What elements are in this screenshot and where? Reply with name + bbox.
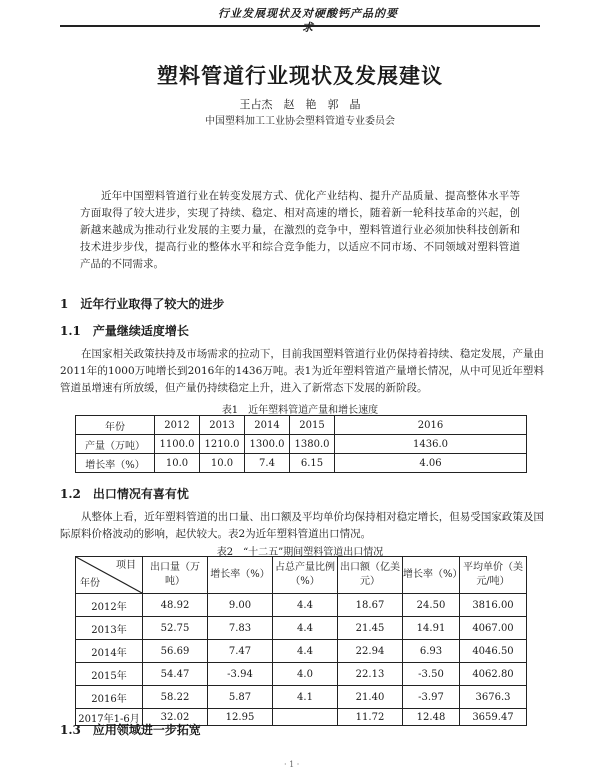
table2-cell: 21.40: [338, 686, 403, 709]
table2-cell: 11.72: [338, 709, 403, 726]
table2-caption: 表2 “十二五”期间塑料管道出口情况: [216, 547, 384, 558]
table2-cell: 4.4: [273, 617, 338, 640]
table2-cell: 4.0: [273, 663, 338, 686]
table2-cell: 3659.47: [460, 709, 527, 726]
table2-row: [76, 594, 527, 617]
table2-cell: 58.22: [143, 686, 208, 709]
table1-year-cell: 2015: [290, 416, 335, 435]
table2-header-cell: 占总产量比例（%）: [273, 557, 338, 594]
table2-cell: 21.45: [338, 617, 403, 640]
table2-cell: 14.91: [403, 617, 460, 640]
table2-row: [76, 640, 527, 663]
table2-corner-bottom: 年份: [80, 578, 100, 589]
table2-cell: 22.94: [338, 640, 403, 663]
table2-cell: 3676.3: [460, 686, 527, 709]
table2-cell: 4046.50: [460, 640, 527, 663]
table2-row: [76, 686, 527, 709]
table1-value-cell: 1436.0: [335, 435, 527, 454]
table2-cell: 4.4: [273, 640, 338, 663]
section-heading-1: 1 近年行业取得了较大的进步: [60, 297, 225, 311]
table2-year-cell: 2012年: [76, 594, 143, 617]
table2-cell: 56.69: [143, 640, 208, 663]
table2-cell: 48.92: [143, 594, 208, 617]
table2-cell: 6.93: [403, 640, 460, 663]
table2-row: [76, 617, 527, 640]
table2-cell: 24.50: [403, 594, 460, 617]
table1-row-label: 产量（万吨）: [76, 435, 155, 454]
table2-cell: 4.1: [273, 686, 338, 709]
table2-cell: 52.75: [143, 617, 208, 640]
table2-row: [76, 663, 527, 686]
table1-value-cell: 10.0: [155, 454, 200, 473]
table2-year-cell: 2016年: [76, 686, 143, 709]
table1-value-cell: 4.06: [335, 454, 527, 473]
table1-row-years: [76, 416, 527, 435]
table2-header-cell: 增长率（%）: [403, 557, 460, 594]
table2-cell: 7.83: [208, 617, 273, 640]
table1-value-cell: 1100.0: [155, 435, 200, 454]
table2-cell: 9.00: [208, 594, 273, 617]
running-header: 行业发展现状及对硬酸钙产品的要求: [218, 7, 398, 34]
table2-corner-cell: [76, 557, 143, 594]
table1-value-cell: 7.4: [245, 454, 290, 473]
body-paragraph-2: 从整体上看，近年塑料管道的出口量、出口额及平均单价均保持相对稳定增长，但易受国家政策及国际原料价格波动的影响，起伏较大。表2为近年塑料管道出口情况。: [60, 511, 544, 540]
table1-value-cell: 1300.0: [245, 435, 290, 454]
table2-header-cell: 平均单价（美元/吨）: [460, 557, 527, 594]
abstract-paragraph: 近年中国塑料管道行业在转变发展方式、优化产业结构、提升产品质量、提高整体水平等方面取得了较大进步，实现了持续、稳定、相对高速的增长，随着新一轮科技革命的兴起，创新越来越成为推动行业发展的主要力量，在激烈的竞争中，塑料管道行业必须加快科技创新和技术进步步伐，提高行业的整体水平和综合竞争能力，以适应不同市场、不同领域对塑料管道产品的不同需求。: [80, 190, 520, 270]
table2-header-cell: 出口额（亿美元）: [338, 557, 403, 594]
table2-cell: 4067.00: [460, 617, 527, 640]
table2-year-cell: 2014年: [76, 640, 143, 663]
table2-corner-top: 项目: [116, 560, 136, 571]
table2-cell: -3.50: [403, 663, 460, 686]
table2-cell: -3.97: [403, 686, 460, 709]
table2-year-cell: 2013年: [76, 617, 143, 640]
page-number: · 1 ·: [284, 760, 300, 769]
table2-cell: 22.13: [338, 663, 403, 686]
table1-year-cell: 2016: [335, 416, 527, 435]
table2-cell: 12.95: [208, 709, 273, 726]
table2: [75, 556, 527, 726]
table1-value-cell: 1380.0: [290, 435, 335, 454]
section-heading-1-1: 1.1 产量继续适度增长: [60, 324, 189, 338]
table1-row-output: [76, 435, 527, 454]
table1-row-label: 增长率（%）: [76, 454, 155, 473]
authors: 王占杰 赵 艳 郭 晶: [239, 98, 361, 111]
table2-cell: 4062.80: [460, 663, 527, 686]
body-paragraph-1: 在国家相关政策扶持及市场需求的拉动下，目前我国塑料管道行业仍保持着持续、稳定发展，产量由2011年的1000万吨增长到2016年的1436万吨。表1为近年塑料管道产量增长情况，从中可见近年塑料管道虽增速有所放缓，但产量仍持续稳定上升，进入了新常态下发展的新阶段。: [60, 348, 544, 394]
article-title: 塑料管道行业现状及发展建议: [157, 63, 443, 88]
table2-header-cell: 出口量（万吨）: [143, 557, 208, 594]
table1-value-cell: 1210.0: [200, 435, 245, 454]
table2-header-row: [76, 557, 527, 594]
table1-year-cell: 2013: [200, 416, 245, 435]
section-heading-1-3: 1.3 应用领域进一步拓宽: [60, 723, 201, 737]
table1-year-cell: 2014: [245, 416, 290, 435]
section-heading-1-2: 1.2 出口情况有喜有忧: [60, 487, 189, 501]
table2-cell: 12.48: [403, 709, 460, 726]
table2-cell: -3.94: [208, 663, 273, 686]
table1-caption: 表1 近年塑料管道产量和增长速度: [221, 405, 379, 416]
header-rule: [60, 25, 540, 27]
affiliation: 中国塑料加工工业协会塑料管道专业委员会: [205, 116, 395, 127]
table1-row-label: 年份: [76, 416, 155, 435]
table2-cell: 54.47: [143, 663, 208, 686]
table2-cell: 7.47: [208, 640, 273, 663]
table2-year-cell: 2015年: [76, 663, 143, 686]
table2-header-cell: 增长率（%）: [208, 557, 273, 594]
table1-value-cell: 10.0: [200, 454, 245, 473]
table1-year-cell: 2012: [155, 416, 200, 435]
table2-cell: 32.02: [143, 709, 208, 726]
table2-cell: 5.87: [208, 686, 273, 709]
table1-row-growth: [76, 454, 527, 473]
table1: [75, 415, 527, 473]
table1-value-cell: 6.15: [290, 454, 335, 473]
table2-cell: 3816.00: [460, 594, 527, 617]
table2-cell: [273, 709, 338, 726]
table2-year-cell: 2017年1-6月: [76, 709, 143, 726]
table2-cell: 18.67: [338, 594, 403, 617]
table2-cell: 4.4: [273, 594, 338, 617]
